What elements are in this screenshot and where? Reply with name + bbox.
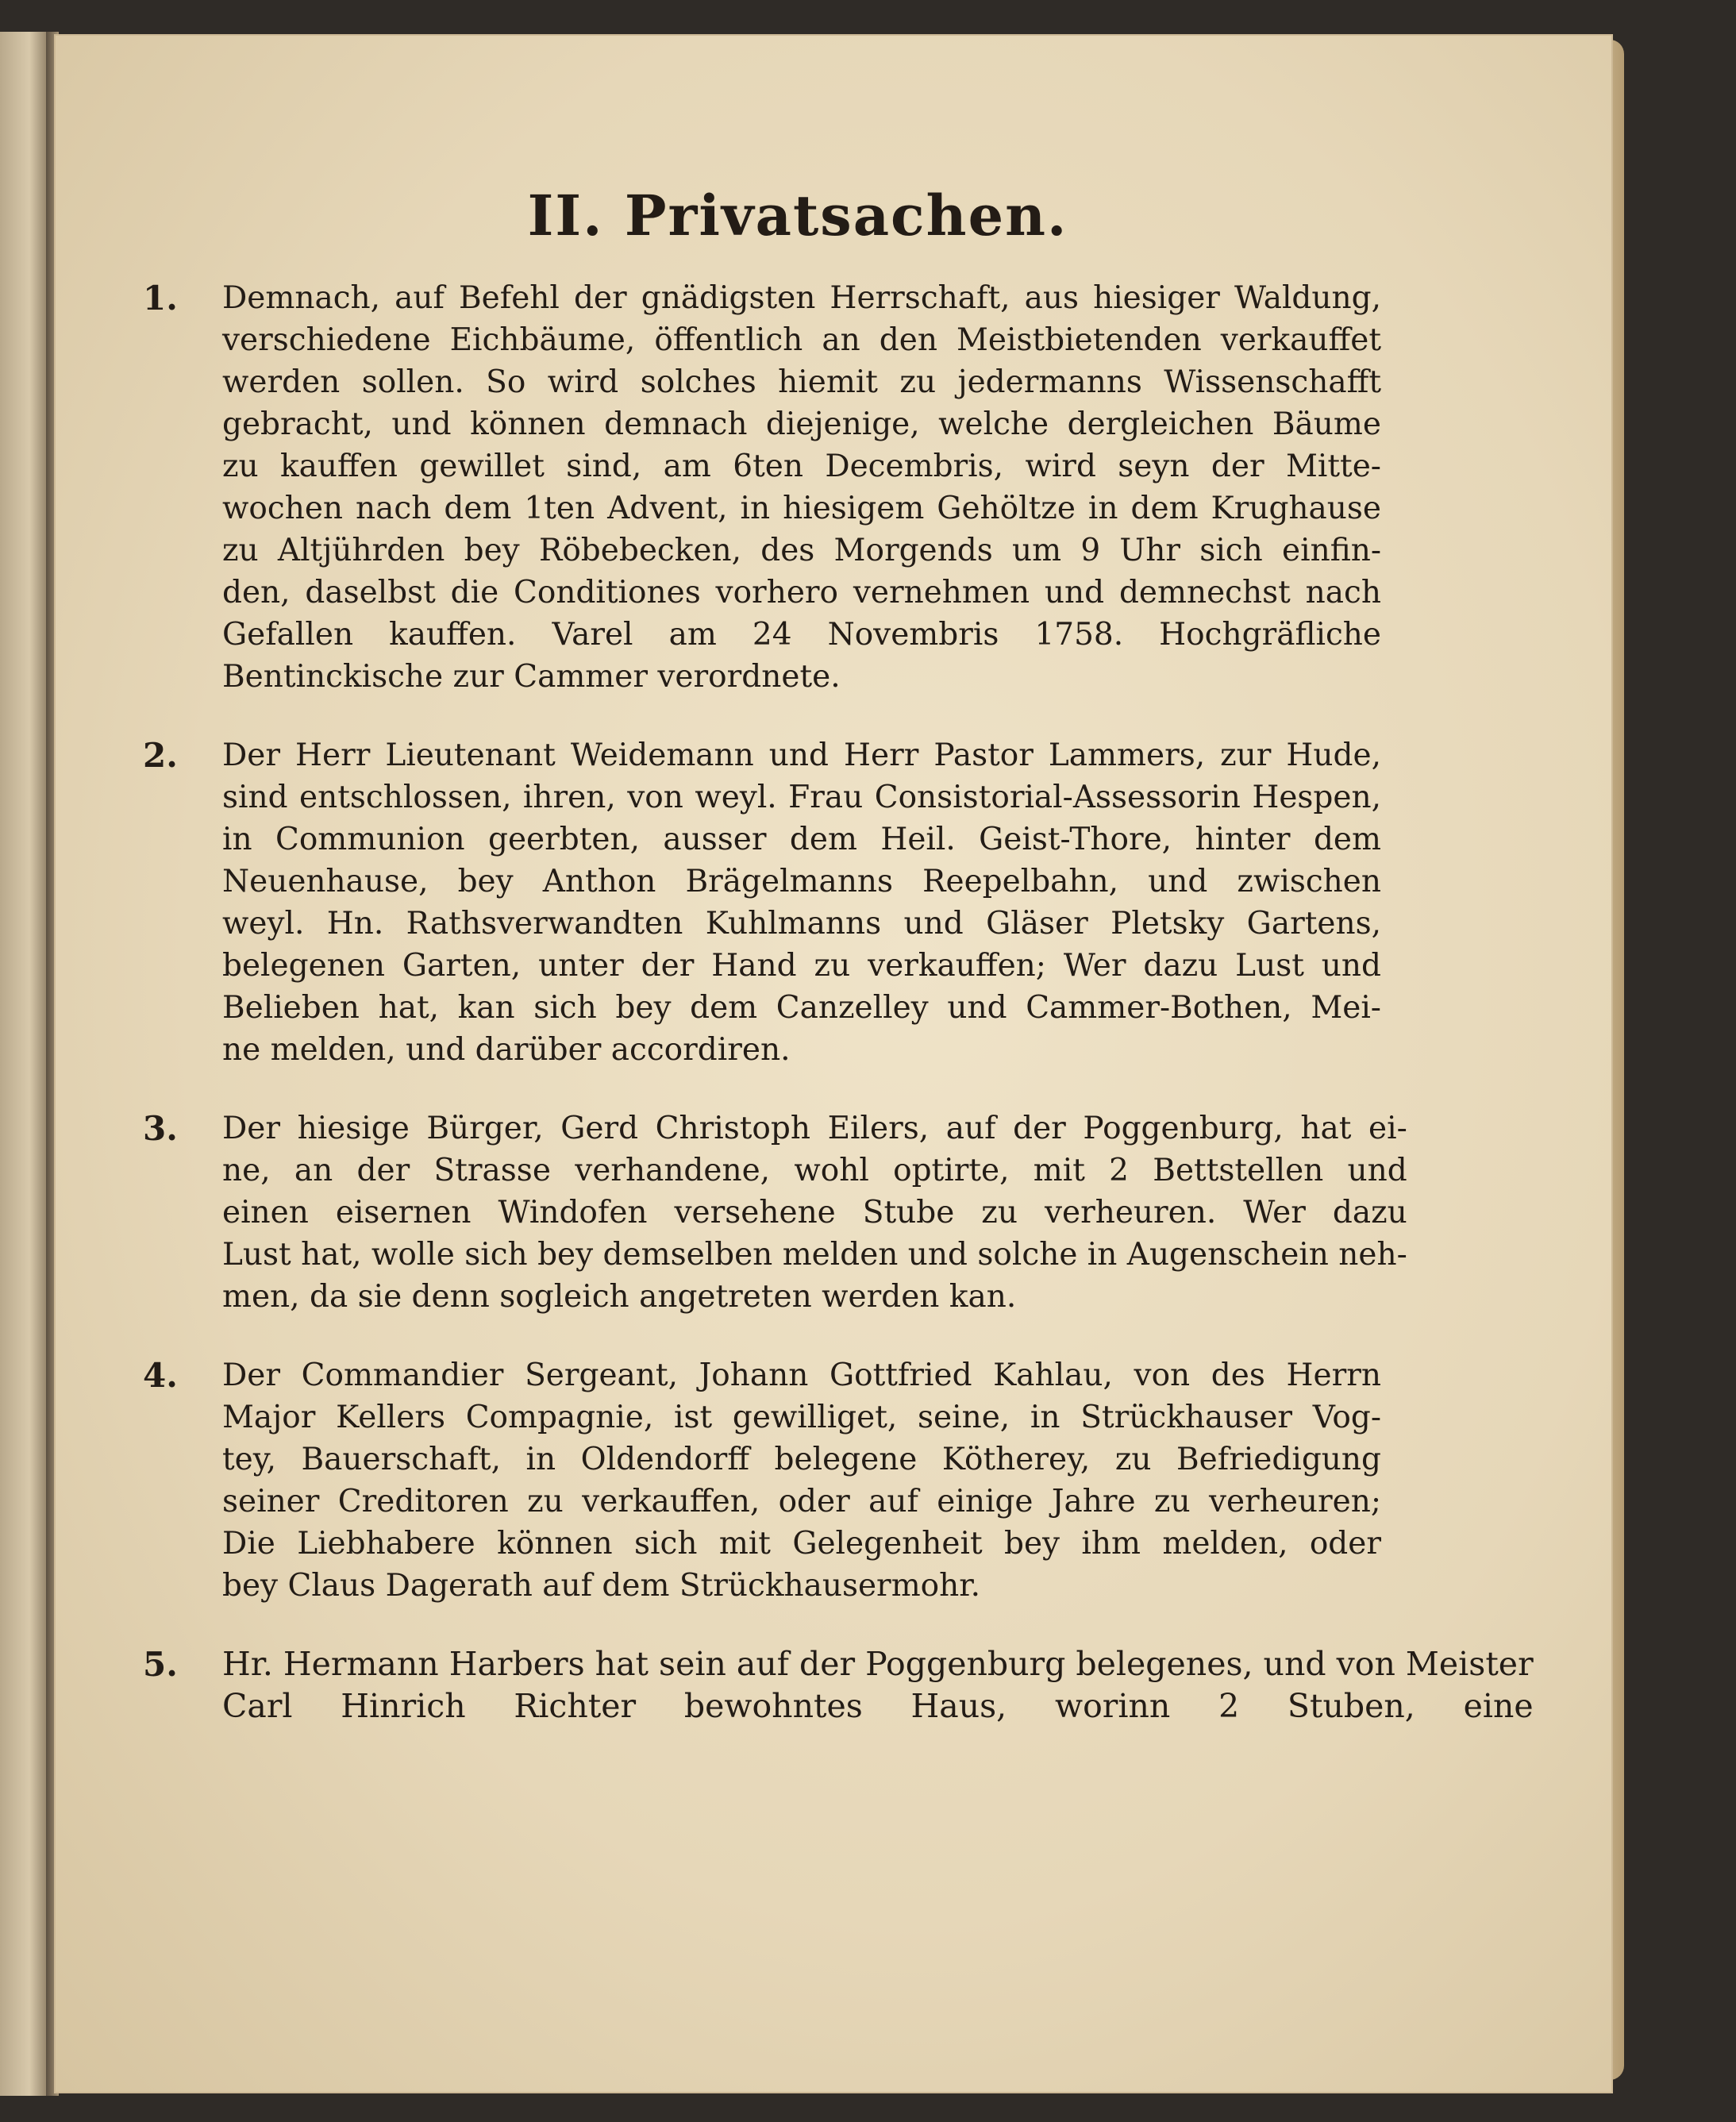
entry-number: 3.	[143, 1109, 178, 1148]
text-line: Major Kellers Compagnie, ist gewilliget, seine, in Strückhauser Vog-	[222, 1400, 1381, 1435]
text-line: verschiedene Eichbäume, öffentlich an den Meistbietenden verkauffet	[222, 322, 1381, 358]
text-line: Bentinckische zur Cammer verordnete.	[222, 659, 841, 695]
previous-page-edge	[0, 32, 49, 2096]
entry-body	[222, 734, 1381, 1071]
text-line: zu Altjührden bey Röbebecken, des Morgends um 9 Uhr sich einfin-	[222, 533, 1381, 568]
text-line: tey, Bauerschaft, in Oldendorff belegene Kötherey, zu Befriedigung	[222, 1442, 1381, 1477]
text-line: belegenen Garten, unter der Hand zu verkauffen; Wer dazu Lust und	[222, 948, 1381, 984]
text-line: men, da sie denn sogleich angetreten werden kan.	[222, 1279, 1017, 1315]
text-line: werden sollen. So wird solches hiemit zu jedermanns Wissenschafft	[222, 364, 1381, 400]
text-line: weyl. Hn. Rathsverwandten Kuhlmanns und Gläser Pletsky Gartens,	[222, 906, 1381, 942]
text-line: wochen nach dem 1ten Advent, in hiesigem Gehöltze in dem Krughause	[222, 491, 1381, 526]
entry-1	[143, 277, 1381, 698]
text-line: Demnach, auf Befehl der gnädigsten Herrschaft, aus hiesiger Waldung,	[222, 280, 1381, 316]
text-line: ne melden, und darüber accordiren.	[222, 1032, 791, 1068]
text-line: Gefallen kauffen. Varel am 24 Novembris 1758. Hochgräfliche	[222, 617, 1381, 653]
text-line: seiner Creditoren zu verkauffen, oder auf einige Jahre zu verheuren;	[222, 1484, 1381, 1519]
page-content	[143, 183, 1534, 1764]
text-line: in Communion geerbten, ausser dem Heil. Geist-Thore, hinter dem	[222, 822, 1381, 857]
entry-number: 5.	[143, 1645, 178, 1684]
entry-body	[222, 277, 1381, 698]
text-line: Der hiesige Bürger, Gerd Christoph Eilers, auf der Poggenburg, hat ei-	[222, 1111, 1407, 1146]
text-line: zu kauffen gewillet sind, am 6ten Decembris, wird seyn der Mitte-	[222, 449, 1381, 484]
entry-2	[143, 734, 1381, 1071]
text-line: gebracht, und können demnach diejenige, welche dergleichen Bäume	[222, 406, 1381, 442]
text-line: sind entschlossen, ihren, von weyl. Frau Consistorial-Assessorin Hespen,	[222, 780, 1381, 815]
entry-5	[143, 1643, 1534, 1727]
text-line: Der Herr Lieutenant Weidemann und Herr Pastor Lammers, zur Hude,	[222, 738, 1381, 773]
entry-number: 2.	[143, 736, 178, 775]
text-line: einen eisernen Windofen versehene Stube zu verheuren. Wer dazu	[222, 1195, 1407, 1230]
text-line: Neuenhause, bey Anthon Brägelmanns Reepelbahn, und zwischen	[222, 864, 1381, 899]
text-line: Carl Hinrich Richter bewohntes Haus, worinn 2 Stuben, eine	[222, 1687, 1534, 1725]
entry-body	[222, 1643, 1534, 1727]
entry-number: 4.	[143, 1356, 178, 1395]
entry-3	[143, 1107, 1407, 1318]
entry-4	[143, 1354, 1381, 1607]
text-line: Hr. Hermann Harbers hat sein auf der Poggenburg belegenes, und von Meister	[222, 1645, 1534, 1683]
entry-number: 1.	[143, 279, 178, 318]
text-line: ne, an der Strasse verhandene, wohl optirte, mit 2 Bettstellen und	[222, 1153, 1407, 1188]
entry-body	[222, 1354, 1381, 1607]
entry-body	[222, 1107, 1407, 1318]
text-line: bey Claus Dagerath auf dem Strückhausermohr.	[222, 1568, 981, 1604]
text-line: Die Liebhabere können sich mit Gelegenheit bey ihm melden, oder	[222, 1526, 1381, 1562]
text-line: Der Commandier Sergeant, Johann Gottfried Kahlau, von des Herrn	[222, 1358, 1381, 1393]
section-heading: II. Privatsachen.	[527, 183, 1068, 248]
text-line: den, daselbst die Conditiones vorhero vernehmen und demnechst nach	[222, 575, 1381, 610]
text-line: Belieben hat, kan sich bey dem Canzelley und Cammer-Bothen, Mei-	[222, 990, 1381, 1026]
text-line: Lust hat, wolle sich bey demselben melden und solche in Augenschein neh-	[222, 1237, 1407, 1273]
